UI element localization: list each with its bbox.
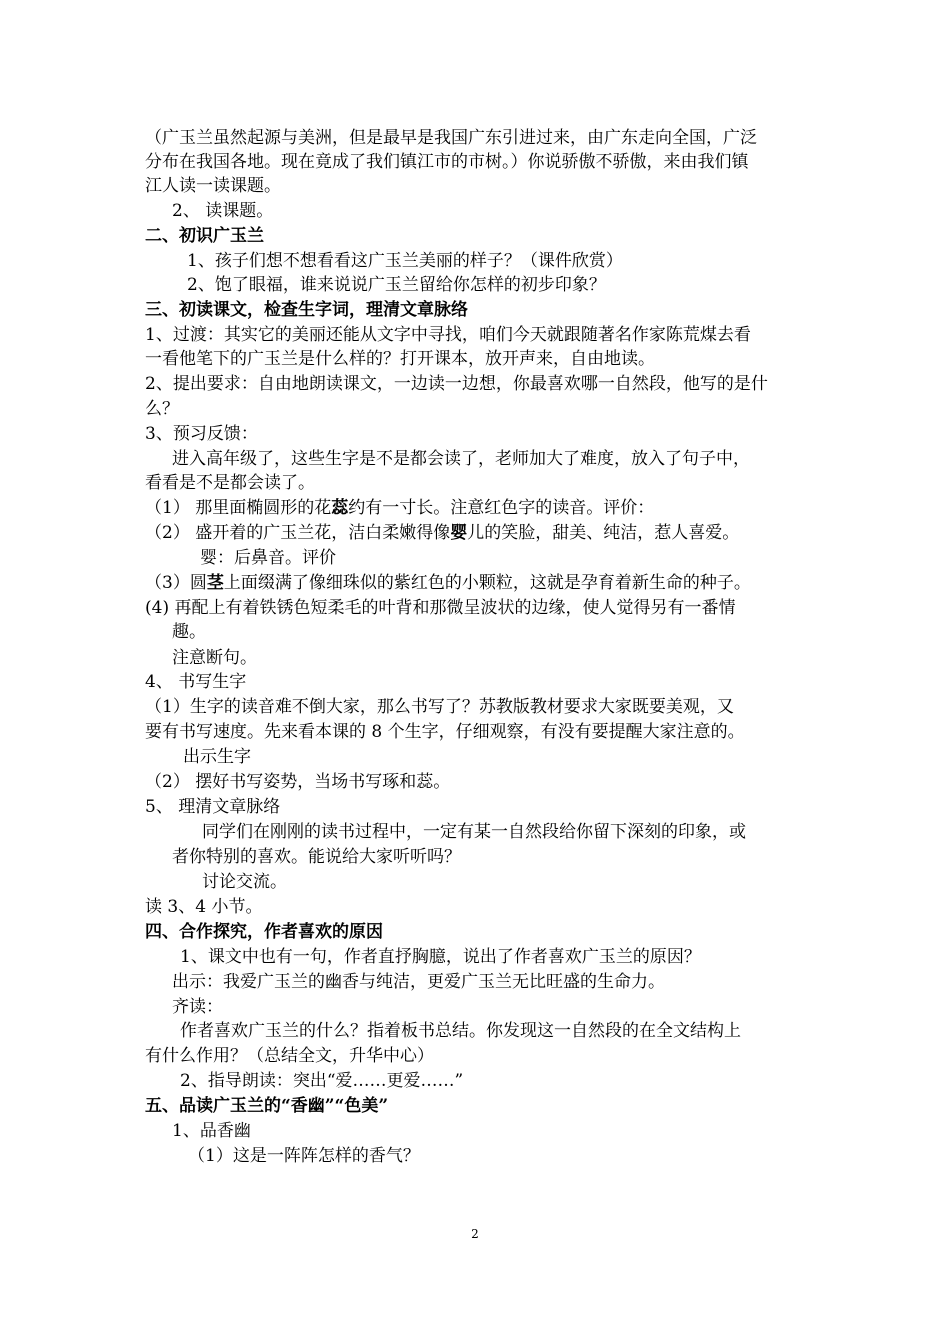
text-line: （2） 盛开着的广玉兰花，洁白柔嫩得像婴儿的笑脸，甜美、纯洁，惹人喜爱。 [145, 523, 740, 543]
text-line: 趣。 [172, 622, 206, 642]
section-heading: 二、初识广玉兰 [145, 226, 264, 246]
text-line: 读 3、4 小节。 [145, 897, 263, 917]
text-line: 有什么作用？（总结全文，升华中心） [145, 1046, 434, 1066]
text-line: 出示：我爱广玉兰的幽香与纯洁，更爱广玉兰无比旺盛的生命力。 [172, 972, 665, 992]
section-heading: 三、初读课文，检查生字词，理清文章脉络 [145, 300, 468, 320]
text-line: （2） 摆好书写姿势，当场书写琢和蕊。 [145, 772, 451, 792]
text-line: 么？ [145, 399, 179, 419]
highlighted-character: 蕊 [331, 498, 349, 518]
text-line: 看看是不是都会读了。 [145, 473, 315, 493]
text-line: 1、课文中也有一句，作者直抒胸臆，说出了作者喜欢广玉兰的原因？ [180, 947, 701, 967]
highlighted-character: 婴 [450, 523, 468, 543]
text-line: 2、 读课题。 [172, 201, 274, 221]
section-heading: 四、合作探究，作者喜欢的原因 [145, 922, 383, 942]
text-line: （1）这是一阵阵怎样的香气？ [188, 1146, 420, 1166]
section-heading: 五、品读广玉兰的“香幽”“色美” [145, 1096, 389, 1116]
text-line: （1） 那里面椭圆形的花蕊约有一寸长。注意红色字的读音。评价： [145, 498, 655, 518]
text-line: 作者喜欢广玉兰的什么？指着板书总结。你发现这一自然段的在全文结构上 [180, 1021, 741, 1041]
text-line: （3）圆茎上面缀满了像细珠似的紫红色的小颗粒，这就是孕育着新生命的种子。 [145, 573, 751, 593]
text-line: 2、提出要求：自由地朗读课文，一边读一边想，你最喜欢哪一自然段，他写的是什 [145, 374, 768, 394]
text-line: 出示生字 [183, 747, 251, 767]
text-line: 1、品香幽 [172, 1121, 251, 1141]
text-line: 5、 理清文章脉络 [145, 797, 281, 817]
text-line: (4) 再配上有着铁锈色短柔毛的叶背和那微呈波状的边缘，使人觉得另有一番情 [145, 598, 736, 618]
text-line: 2、饱了眼福，谁来说说广玉兰留给你怎样的初步印象？ [187, 275, 606, 295]
page-number: 2 [471, 1227, 479, 1241]
text-line: 进入高年级了，这些生字是不是都会读了，老师加大了难度，放入了句子中， [172, 449, 750, 469]
text-line: 婴：后鼻音。评价 [200, 548, 336, 568]
text-line: 要有书写速度。先来看本课的 8 个生字，仔细观察，有没有要提醒大家注意的。 [145, 722, 745, 742]
text-line: 分布在我国各地。现在竟成了我们镇江市的市树。）你说骄傲不骄傲，来由我们镇 [145, 152, 749, 172]
highlighted-character: 茎 [206, 573, 224, 593]
text-line: 4、 书写生字 [145, 672, 247, 692]
text-line: 注意断句。 [172, 648, 257, 668]
text-line: 一看他笔下的广玉兰是什么样的？打开课本，放开声来，自由地读。 [145, 349, 655, 369]
text-line: 3、预习反馈： [145, 424, 258, 444]
text-line: 1、过渡：其实它的美丽还能从文字中寻找，咱们今天就跟随著名作家陈荒煤去看 [145, 325, 751, 345]
text-line: 讨论交流。 [202, 872, 287, 892]
text-line: 齐读： [172, 997, 223, 1017]
text-line: 同学们在刚刚的读书过程中，一定有某一自然段给你留下深刻的印象，或 [202, 822, 746, 842]
text-line: 江人读一读课题。 [145, 176, 281, 196]
text-line: （广玉兰虽然起源与美洲，但是最早是我国广东引进过来，由广东走向全国，广泛 [145, 128, 757, 148]
text-line: 1、孩子们想不想看看这广玉兰美丽的样子？（课件欣赏） [187, 251, 623, 271]
text-line: （1）生字的读音难不倒大家，那么书写了？苏教版教材要求大家既要美观，又 [145, 697, 734, 717]
text-line: 2、指导朗读：突出“爱……更爱……” [180, 1071, 464, 1091]
text-line: 者你特别的喜欢。能说给大家听听吗？ [172, 847, 461, 867]
